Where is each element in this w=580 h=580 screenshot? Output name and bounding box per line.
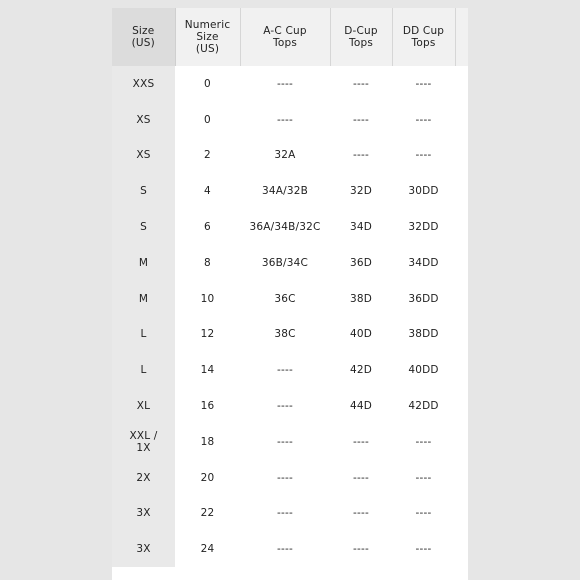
size-cell: 3X — [112, 531, 175, 567]
table-row — [112, 281, 468, 317]
numeric-cell: 0 — [175, 102, 240, 138]
numeric-cell: 12 — [175, 317, 240, 353]
size-cell: S — [112, 209, 175, 245]
dd-cup-cell: 36DD — [392, 281, 455, 317]
extra-cell — [455, 281, 468, 317]
ac-cup-cell: 32A — [240, 138, 330, 174]
dd-cup-cell: ---- — [392, 531, 455, 567]
dd-cup-cell: 30DD — [392, 173, 455, 209]
d-cup-cell: ---- — [330, 531, 392, 567]
dd-cup-cell: 42DD — [392, 388, 455, 424]
numeric-cell: 2 — [175, 138, 240, 174]
size-cell: M — [112, 281, 175, 317]
size-cell: XS — [112, 138, 175, 174]
size-cell: XXS — [112, 66, 175, 102]
extra-cell — [455, 424, 468, 460]
header-extra — [455, 8, 468, 66]
d-cup-cell: ---- — [330, 496, 392, 532]
table-row — [112, 245, 468, 281]
numeric-cell: 0 — [175, 66, 240, 102]
header-dd-cup-tops: DD Cup Tops — [392, 8, 455, 66]
table-header — [112, 8, 468, 66]
table-row — [112, 209, 468, 245]
table-row — [112, 352, 468, 388]
dd-cup-cell: ---- — [392, 496, 455, 532]
dd-cup-cell: 38DD — [392, 317, 455, 353]
dd-cup-cell: ---- — [392, 102, 455, 138]
d-cup-cell: 44D — [330, 388, 392, 424]
extra-cell — [455, 245, 468, 281]
extra-cell — [455, 352, 468, 388]
numeric-cell: 18 — [175, 424, 240, 460]
ac-cup-cell: ---- — [240, 66, 330, 102]
numeric-cell: 20 — [175, 460, 240, 496]
ac-cup-cell: 34A/32B — [240, 173, 330, 209]
dd-cup-cell: ---- — [392, 66, 455, 102]
size-cell: 3X — [112, 496, 175, 532]
d-cup-cell: 36D — [330, 245, 392, 281]
size-cell: L — [112, 352, 175, 388]
dd-cup-cell: 40DD — [392, 352, 455, 388]
size-cell: XXL / 1X — [112, 424, 175, 460]
size-cell: M — [112, 245, 175, 281]
numeric-cell: 22 — [175, 496, 240, 532]
extra-cell — [455, 460, 468, 496]
ac-cup-cell: ---- — [240, 102, 330, 138]
table-row — [112, 388, 468, 424]
table-row — [112, 460, 468, 496]
ac-cup-cell: ---- — [240, 424, 330, 460]
numeric-cell: 4 — [175, 173, 240, 209]
dd-cup-cell: 34DD — [392, 245, 455, 281]
numeric-cell: 10 — [175, 281, 240, 317]
header-d-cup-tops: D-Cup Tops — [330, 8, 392, 66]
d-cup-cell: ---- — [330, 460, 392, 496]
extra-cell — [455, 66, 468, 102]
table-row — [112, 138, 468, 174]
ac-cup-cell: ---- — [240, 352, 330, 388]
extra-cell — [455, 496, 468, 532]
ac-cup-cell: 38C — [240, 317, 330, 353]
d-cup-cell: 40D — [330, 317, 392, 353]
size-cell: L — [112, 317, 175, 353]
table-body — [112, 66, 468, 567]
table-row — [112, 66, 468, 102]
table-row — [112, 496, 468, 532]
dd-cup-cell: ---- — [392, 460, 455, 496]
size-table — [112, 8, 468, 567]
size-cell: XL — [112, 388, 175, 424]
size-cell: 2X — [112, 460, 175, 496]
extra-cell — [455, 102, 468, 138]
ac-cup-cell: 36B/34C — [240, 245, 330, 281]
size-chart — [112, 8, 468, 580]
ac-cup-cell: 36A/34B/32C — [240, 209, 330, 245]
numeric-cell: 6 — [175, 209, 240, 245]
header-size-us: Size (US) — [112, 8, 175, 66]
header-numeric-size: Numeric Size (US) — [175, 8, 240, 66]
d-cup-cell: ---- — [330, 138, 392, 174]
numeric-cell: 14 — [175, 352, 240, 388]
extra-cell — [455, 173, 468, 209]
d-cup-cell: 32D — [330, 173, 392, 209]
d-cup-cell: 42D — [330, 352, 392, 388]
table-row — [112, 317, 468, 353]
d-cup-cell: 34D — [330, 209, 392, 245]
ac-cup-cell: ---- — [240, 388, 330, 424]
dd-cup-cell: 32DD — [392, 209, 455, 245]
d-cup-cell: ---- — [330, 424, 392, 460]
ac-cup-cell: ---- — [240, 531, 330, 567]
extra-cell — [455, 209, 468, 245]
dd-cup-cell: ---- — [392, 138, 455, 174]
numeric-cell: 16 — [175, 388, 240, 424]
table-row — [112, 173, 468, 209]
extra-cell — [455, 388, 468, 424]
size-cell: XS — [112, 102, 175, 138]
extra-cell — [455, 317, 468, 353]
numeric-cell: 8 — [175, 245, 240, 281]
size-cell: S — [112, 173, 175, 209]
d-cup-cell: ---- — [330, 66, 392, 102]
dd-cup-cell: ---- — [392, 424, 455, 460]
ac-cup-cell: 36C — [240, 281, 330, 317]
table-row — [112, 531, 468, 567]
d-cup-cell: 38D — [330, 281, 392, 317]
table-row — [112, 424, 468, 460]
d-cup-cell: ---- — [330, 102, 392, 138]
ac-cup-cell: ---- — [240, 496, 330, 532]
numeric-cell: 24 — [175, 531, 240, 567]
extra-cell — [455, 531, 468, 567]
header-ac-cup-tops: A-C Cup Tops — [240, 8, 330, 66]
extra-cell — [455, 138, 468, 174]
table-row — [112, 102, 468, 138]
ac-cup-cell: ---- — [240, 460, 330, 496]
